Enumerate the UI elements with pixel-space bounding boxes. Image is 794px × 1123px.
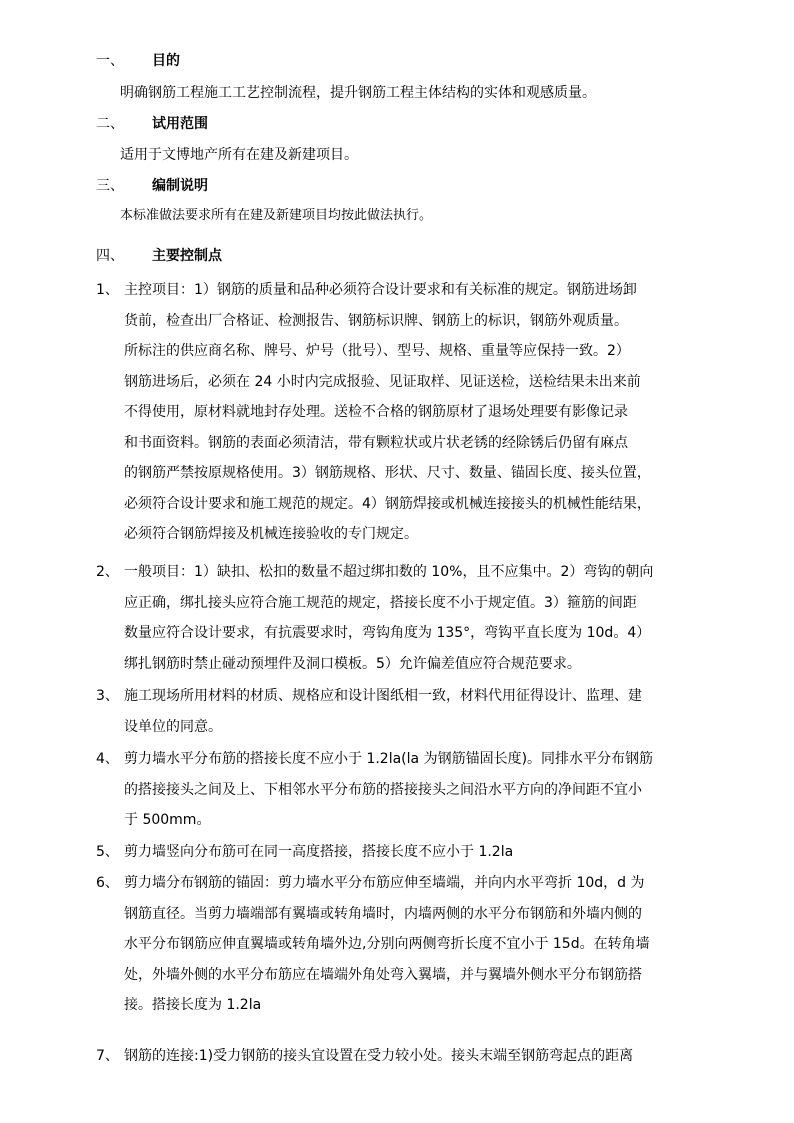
item-line: 的钢筋严禁按原规格使用。3）钢筋规格、形状、尺寸、数量、锚固长度、接头位置， (124, 465, 651, 481)
item-text (124, 1041, 712, 1072)
item-number: 3、 (96, 688, 119, 704)
item-line: 设单位的同意。 (124, 718, 222, 735)
list-item-2 (96, 557, 712, 679)
section-title: 编制说明 (152, 178, 208, 194)
section-number: 二、 (96, 116, 124, 132)
item-line: 水平分布钢筋应伸直翼墙或转角墙外边,分别向两侧弯折长度不宜小于 15d。在转角墙 (124, 936, 650, 952)
item-line: 钢筋的连接:1)受力钢筋的接头宜设置在受力较小处。接头末端至钢筋弯起点的距离 (124, 1048, 634, 1064)
item-line: 一般项目：1）缺扣、松扣的数量不超过绑扣数的 10%，且不应集中。2）弯钩的朝向 (124, 564, 654, 580)
item-line: 不得使用，原材料就地封存处理。送检不合格的钢筋原材了退场处理要有影像记录 (124, 404, 628, 420)
item-number: 7、 (96, 1048, 119, 1064)
item-number: 4、 (96, 751, 119, 767)
item-number: 1、 (96, 282, 119, 298)
item-line: 剪力墙分布钢筋的锚固：剪力墙水平分布筋应伸至墙端，并向内水平弯折 10d，d 为 (124, 875, 645, 891)
item-number: 2、 (96, 564, 119, 580)
item-line: 剪力墙竖向分布筋可在同一高度搭接，搭接长度不应小于 1.2la (124, 844, 514, 860)
section-title: 目的 (152, 53, 180, 69)
item-text (124, 837, 712, 868)
list-item-1 (96, 275, 712, 550)
item-text (124, 868, 712, 1021)
item-text (124, 557, 712, 679)
item-line: 接。搭接长度为 1.2la (124, 997, 262, 1013)
item-line: 数量应符合设计要求，有抗震要求时，弯钩角度为 135°，弯钩平直长度为 10d。4） (124, 625, 651, 641)
item-text (124, 681, 712, 742)
list-item-6 (96, 868, 712, 1021)
list-item-7 (96, 1041, 712, 1072)
item-text (124, 744, 712, 836)
item-number: 5、 (96, 844, 119, 860)
list-item-3 (96, 681, 712, 742)
item-line: 于 500mm。 (124, 812, 211, 828)
item-line: 处，外墙外侧的水平分布筋应在墙端外角处弯入翼墙，并与翼墙外侧水平分布钢筋搭 (124, 966, 642, 983)
item-line: 的搭接接头之间及上、下相邻水平分布筋的搭接接头之间沿水平方向的净间距不宜小 (124, 781, 642, 798)
item-line: 钢筋进场后，必须在 24 小时内完成报验、见证取样、见证送检，送检结果未出来前 (124, 373, 641, 390)
item-line: 施工现场所用材料的材质、规格应和设计图纸相一致，材料代用征得设计、监理、建 (124, 688, 642, 704)
item-number: 6、 (96, 875, 119, 891)
section-title: 主要控制点 (152, 248, 222, 264)
item-line: 和书面资料。钢筋的表面必须清洁，带有颗粒状或片状老锈的经除锈后仍留有麻点 (124, 434, 628, 451)
section-number: 一、 (96, 53, 124, 69)
list-item-4 (96, 744, 712, 836)
item-text (124, 275, 712, 550)
item-line: 钢筋直径。当剪力墙端部有翼墙或转角墙时，内墙两侧的水平分布钢筋和外墙内侧的 (124, 905, 642, 922)
item-line: 应正确，绑扎接头应符合施工规范的规定，搭接长度不小于规定值。3）箍筋的间距 (124, 594, 637, 611)
section-text: 本标准做法要求所有在建及新建项目均按此做法执行。 (120, 208, 433, 223)
section-text: 适用于文博地产所有在建及新建项目。 (120, 147, 358, 163)
section-number: 四、 (96, 248, 124, 264)
item-line: 主控项目：1）钢筋的质量和品种必须符合设计要求和有关标准的规定。钢筋进场卸 (124, 282, 637, 298)
item-line: 货前，检查出厂合格证、检测报告、钢筋标识牌、钢筋上的标识，钢筋外观质量。 (124, 312, 628, 329)
item-line: 必须符合设计要求和施工规范的规定。4）钢筋焊接或机械连接接头的机械性能结果， (124, 495, 651, 512)
section-text: 明确钢筋工程施工工艺控制流程，提升钢筋工程主体结构的实体和观感质量。 (120, 85, 596, 101)
section-title: 试用范围 (152, 116, 208, 132)
item-line: 剪力墙水平分布筋的搭接长度不应小于 1.2la(la 为钢筋锚固长度)。同排水平分布钢筋 (124, 751, 654, 767)
item-line: 绑扎钢筋时禁止碰动预埋件及洞口模板。5）允许偏差值应符合规范要求。 (124, 655, 581, 672)
item-line: 所标注的供应商名称、牌号、炉号（批号）、型号、规格、重量等应保持一致。2） (124, 343, 630, 359)
item-line: 必须符合钢筋焊接及机械连接验收的专门规定。 (124, 526, 418, 542)
list-item-5 (96, 837, 712, 868)
section-number: 三、 (96, 178, 124, 194)
